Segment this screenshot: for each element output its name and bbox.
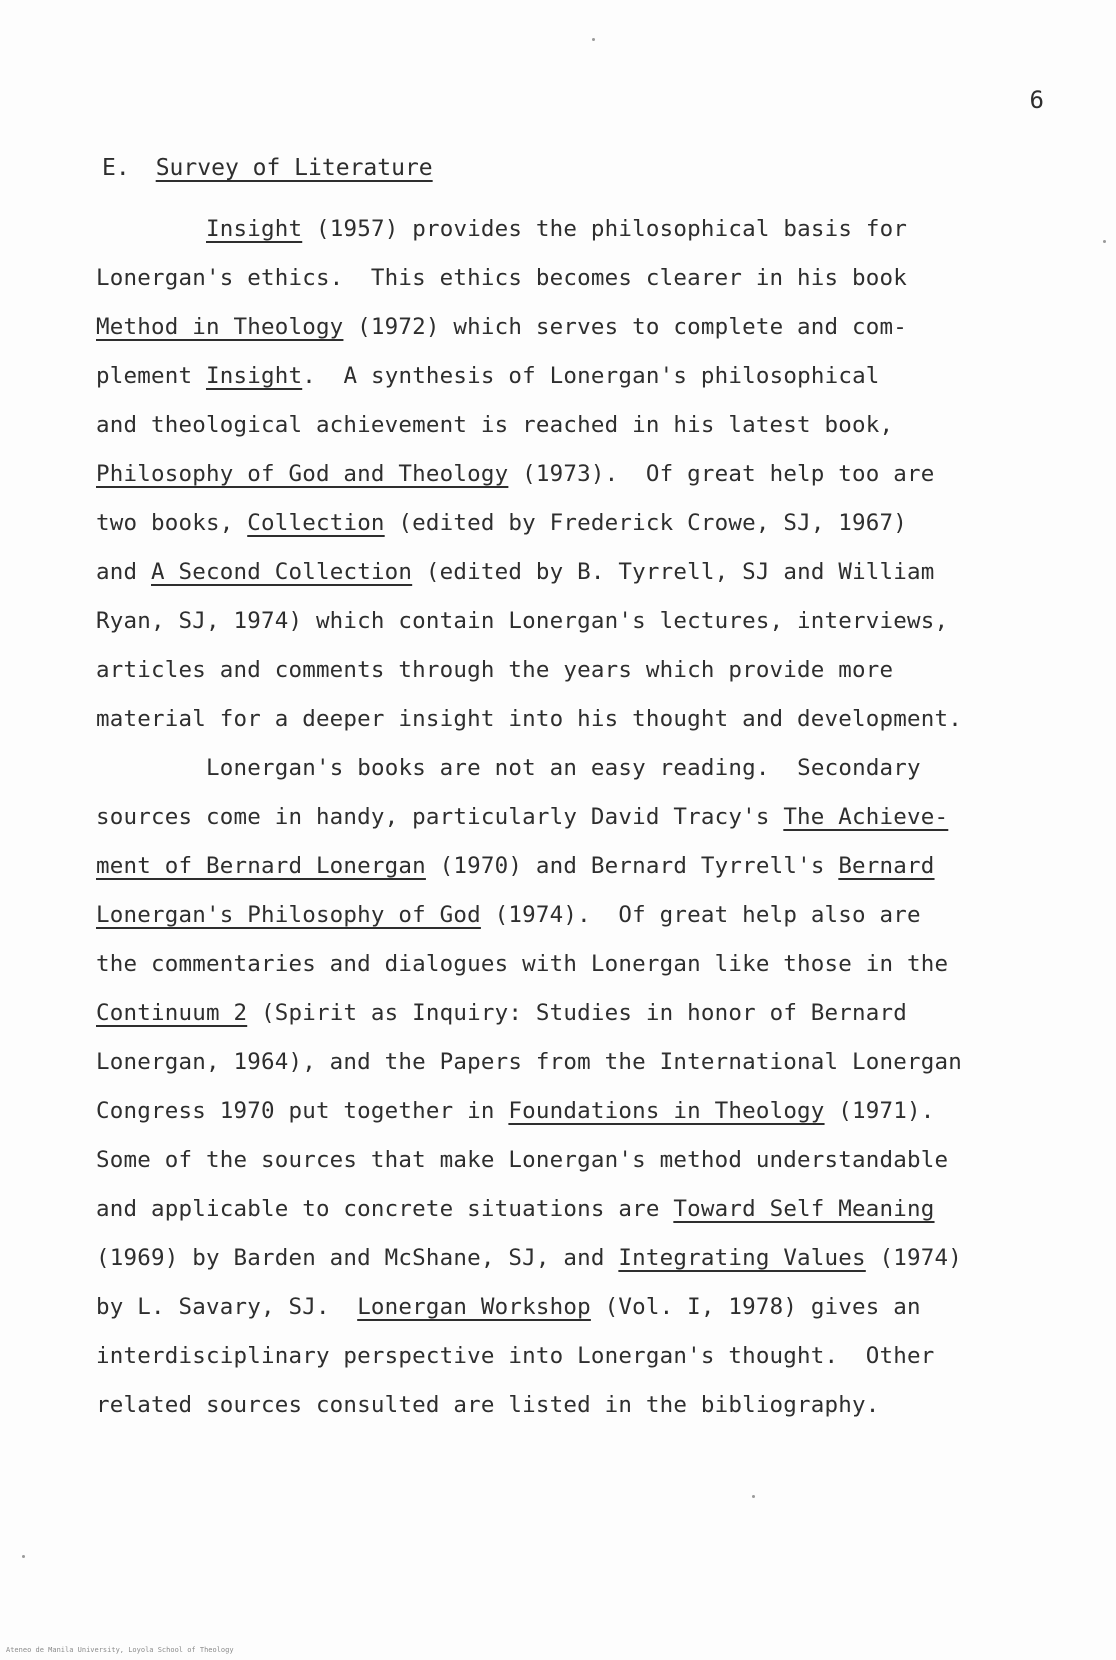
text-line: interdisciplinary perspective into Lonergan's thought. Other bbox=[96, 1343, 935, 1369]
text-line: Some of the sources that make Lonergan's method understandable bbox=[96, 1147, 949, 1173]
text-line: Ryan, SJ, 1974) which contain Lonergan's lectures, interviews, bbox=[96, 608, 949, 634]
text-run: (Spirit as Inquiry: Studies in honor of Bernard bbox=[247, 1000, 908, 1026]
section-title: Survey of Literature bbox=[155, 155, 433, 181]
text-run: by L. Savary, SJ. bbox=[96, 1294, 358, 1320]
scan-speck bbox=[1103, 240, 1106, 243]
section-letter: E. bbox=[102, 155, 130, 181]
book-title: Insight bbox=[205, 363, 303, 389]
book-title: The Achieve- bbox=[783, 804, 949, 830]
book-title: Lonergan's Philosophy of God bbox=[96, 902, 481, 928]
book-title: Lonergan Workshop bbox=[357, 1294, 591, 1320]
book-title: Collection bbox=[247, 510, 385, 536]
text-line bbox=[96, 891, 1046, 940]
book-title: Method in Theology bbox=[96, 314, 344, 340]
text-line: the commentaries and dialogues with Lonergan like those in the bbox=[96, 951, 949, 977]
scan-speck bbox=[752, 1495, 755, 1498]
book-title: Toward Self Meaning bbox=[673, 1196, 935, 1222]
book-title: ment of Bernard Lonergan bbox=[96, 853, 426, 879]
text-run: (edited by Frederick Crowe, SJ, 1967) bbox=[384, 510, 908, 536]
body-text bbox=[96, 205, 1046, 1430]
text-run: (1974) bbox=[865, 1245, 963, 1271]
text-line bbox=[96, 352, 1046, 401]
book-title: Foundations in Theology bbox=[508, 1098, 825, 1124]
scan-speck bbox=[22, 1555, 25, 1558]
text-run: and applicable to concrete situations are bbox=[96, 1196, 674, 1222]
text-line: related sources consulted are listed in the bibliography. bbox=[96, 1392, 880, 1418]
scan-speck bbox=[592, 38, 595, 41]
text-run: (Vol. I, 1978) gives an bbox=[590, 1294, 921, 1320]
book-title: A Second Collection bbox=[151, 559, 413, 585]
book-title: Continuum 2 bbox=[96, 1000, 248, 1026]
text-line bbox=[96, 1087, 1046, 1136]
text-run: (1973). Of great help too are bbox=[508, 461, 935, 487]
text-run: (edited by B. Tyrrell, SJ and William bbox=[412, 559, 935, 585]
text-line: Lonergan's books are not an easy reading. Secondary bbox=[206, 755, 921, 781]
text-line: Lonergan, 1964), and the Papers from the International Lonergan bbox=[96, 1049, 963, 1075]
text-run: (1974). Of great help also are bbox=[480, 902, 921, 928]
text-line bbox=[96, 989, 1046, 1038]
page-number: 6 bbox=[1029, 86, 1044, 114]
book-title: Integrating Values bbox=[618, 1245, 866, 1271]
text-run: and bbox=[96, 559, 151, 585]
book-title: Bernard bbox=[838, 853, 935, 879]
text-run: (1970) and Bernard Tyrrell's bbox=[425, 853, 839, 879]
text-line bbox=[96, 1283, 1046, 1332]
text-line bbox=[96, 793, 1046, 842]
text-line: material for a deeper insight into his thought and development. bbox=[96, 706, 963, 732]
text-line bbox=[96, 1234, 1046, 1283]
text-line bbox=[96, 1185, 1046, 1234]
text-line bbox=[96, 205, 1046, 254]
text-line: Lonergan's ethics. This ethics becomes clearer in his book bbox=[96, 265, 908, 291]
book-title: Insight bbox=[206, 216, 303, 242]
text-line: articles and comments through the years which provide more bbox=[96, 657, 894, 683]
text-line bbox=[96, 450, 1046, 499]
text-run: plement bbox=[96, 363, 206, 389]
text-run: . A synthesis of Lonergan's philosophical bbox=[302, 363, 880, 389]
text-run: (1957) provides the philosophical basis for bbox=[302, 216, 908, 242]
text-line: and theological achievement is reached in his latest book, bbox=[96, 412, 894, 438]
text-run: (1971). bbox=[824, 1098, 935, 1124]
text-run: two books, bbox=[96, 510, 248, 536]
scan-footer: Ateneo de Manila University, Loyola School of Theology bbox=[6, 1646, 234, 1654]
text-line bbox=[96, 548, 1046, 597]
section-heading bbox=[102, 155, 433, 181]
text-line bbox=[96, 499, 1046, 548]
text-run: Congress 1970 put together in bbox=[96, 1098, 509, 1124]
book-title: Philosophy of God and Theology bbox=[96, 461, 509, 487]
text-run: (1972) which serves to complete and com- bbox=[343, 314, 908, 340]
text-run: (1969) by Barden and McShane, SJ, and bbox=[96, 1245, 619, 1271]
text-line bbox=[96, 303, 1046, 352]
text-run: sources come in handy, particularly David Tracy's bbox=[96, 804, 784, 830]
text-line bbox=[96, 842, 1046, 891]
